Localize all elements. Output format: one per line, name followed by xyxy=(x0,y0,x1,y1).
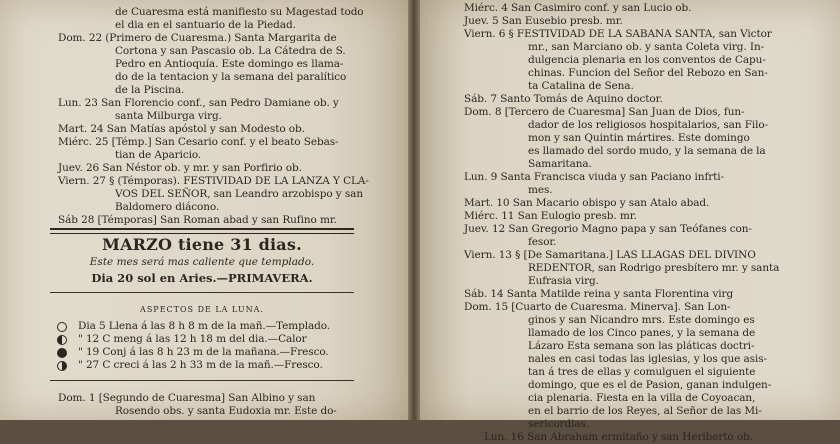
calendar-entry: Viern. 6 § FESTIVIDAD DE LA SABANA SANTA, san Victor xyxy=(464,28,772,40)
calendar-entry: Eufrasia virg. xyxy=(528,275,599,287)
calendar-entry: Sáb 28 [Témporas] San Roman abad y san Rufino mr. xyxy=(58,214,337,226)
calendar-entry: tian de Aparicio. xyxy=(115,149,202,161)
calendar-entry: santa Milburga virg. xyxy=(115,110,222,122)
month-title: MARZO tiene 31 dias. xyxy=(102,235,302,254)
calendar-entry: Cortona y san Pascasio ob. La Cátedra de S. xyxy=(115,45,346,57)
calendar-entry: VOS DEL SEÑOR, san Leandro arzobispo y san xyxy=(115,188,363,200)
calendar-entry: Rosendo obs. y santa Eudoxia mr. Este do- xyxy=(115,405,337,417)
calendar-entry: Dom. 1 [Segundo de Cuaresma] San Albino y san xyxy=(58,392,316,404)
moon-line: " 19 Conj á las 8 h 23 m de la mañana.—Fresco. xyxy=(78,346,329,358)
calendar-entry: mr., san Marciano ob. y santa Coleta virg. In- xyxy=(528,41,765,53)
calendar-entry: Sáb. 14 Santa Matilde reina y santa Florentina virg xyxy=(464,288,734,300)
calendar-entry: Miérc. 25 [Témp.] San Cesario conf. y el beato Sebas- xyxy=(58,136,339,148)
calendar-entry: Sáb. 7 Santo Tomás de Aquino doctor. xyxy=(464,93,663,105)
calendar-entry: Mart. 10 San Macario obispo y san Atalo abad. xyxy=(464,197,710,209)
moon-line: Dia 5 Llena á las 8 h 8 m de la mañ.—Templado. xyxy=(78,320,331,332)
calendar-entry: Mart. 24 San Matías apóstol y san Modesto ob. xyxy=(58,123,305,135)
new-moon-icon xyxy=(57,348,67,358)
calendar-entry: fesor. xyxy=(528,236,557,248)
left-page xyxy=(0,0,408,420)
calendar-entry: en el barrio de los Reyes, al Señor de las Mi- xyxy=(528,405,762,417)
calendar-entry: Lun. 16 San Abraham ermitaño y san Heriberto ob. xyxy=(484,431,753,443)
calendar-entry: ginos y san Nicandro mrs. Este domingo es xyxy=(528,314,755,326)
section-divider xyxy=(50,228,354,234)
calendar-entry: de Cuaresma está manifiesto su Magestad todo xyxy=(115,6,364,18)
book-gutter xyxy=(408,0,420,420)
calendar-entry: sericordias. xyxy=(528,418,590,430)
calendar-entry: dador de los religiosos hospitalarios, san Filo- xyxy=(528,119,769,131)
month-note: Este mes será mas caliente que templado. xyxy=(89,256,315,268)
calendar-entry: mon y san Quintin mártires. Este domingo xyxy=(528,132,750,144)
calendar-entry: tan á tres de ellas y comulguen el siguiente xyxy=(528,366,756,378)
calendar-entry: cia plenaria. Fiesta en la villa de Coyoacan, xyxy=(528,392,756,404)
calendar-entry: Miérc. 4 San Casimiro conf. y san Lucio ob. xyxy=(464,2,692,14)
calendar-entry: Juev. 12 San Gregorio Magno papa y san Teófanes con- xyxy=(464,223,752,235)
calendar-entry: mes. xyxy=(528,184,553,196)
calendar-entry: de la Piscina. xyxy=(115,84,185,96)
calendar-entry: dulgencia plenaria en los conventos de Capu- xyxy=(528,54,766,66)
calendar-entry: Dom. 15 [Cuarto de Cuaresma. Minerva]. San Lon- xyxy=(464,301,731,313)
calendar-entry: ta Catalina de Sena. xyxy=(528,80,634,92)
calendar-entry: Juev. 26 San Néstor ob. y mr. y san Porfirio ob. xyxy=(58,162,302,174)
calendar-entry: Juev. 5 San Eusebio presb. mr. xyxy=(464,15,623,27)
calendar-entry: el dia en el santuario de la Piedad. xyxy=(115,19,296,31)
calendar-entry: Dom. 22 (Primero de Cuaresma.) Santa Margarita de xyxy=(58,32,337,44)
calendar-entry: Lun. 23 San Florencio conf., san Pedro Damiane ob. y xyxy=(58,97,339,109)
calendar-entry: llamado de los Cinco panes, y la semana de xyxy=(528,327,756,339)
spring-line: Dia 20 sol en Aries.—PRIMAVERA. xyxy=(91,271,313,285)
calendar-entry: Lázaro Esta semana son las pláticas doctri- xyxy=(528,340,755,352)
calendar-entry: Baldomero diácono. xyxy=(115,201,220,213)
calendar-entry: Samaritana. xyxy=(528,158,592,170)
calendar-entry: es llamado del sordo mudo, y la semana de la xyxy=(528,145,766,157)
moon-title: ASPECTOS DE LA LUNA. xyxy=(140,305,264,314)
waxing-moon-icon xyxy=(57,361,67,371)
moon-line: " 12 C meng á las 12 h 18 m del dia.—Calor xyxy=(78,333,307,345)
calendar-entry: Dom. 8 [Tercero de Cuaresma] San Juan de Dios, fun- xyxy=(464,106,745,118)
right-page xyxy=(420,0,840,443)
calendar-entry: REDENTOR, san Rodrigo presbítero mr. y santa xyxy=(528,262,780,274)
calendar-entry: domingo, que es el de Pasion, ganan indulgen- xyxy=(528,379,772,391)
rule-line xyxy=(50,292,354,293)
calendar-entry: Lun. 9 Santa Francisca viuda y san Paciano infrti- xyxy=(464,171,724,183)
calendar-entry: Pedro en Antioquía. Este domingo es llama- xyxy=(115,58,344,70)
moon-line: " 27 C creci á las 2 h 33 m de la mañ.—Fresco. xyxy=(78,359,323,371)
calendar-entry: Viern. 13 § [De Samaritana.] LAS LLAGAS DEL DIVINO xyxy=(464,249,756,261)
calendar-entry: do de la tentacion y la semana del paralítico xyxy=(115,71,347,83)
calendar-entry: Miérc. 11 San Eulogio presb. mr. xyxy=(464,210,637,222)
waning-moon-icon xyxy=(57,335,67,345)
calendar-entry: chinas. Funcion del Señor del Rebozo en San- xyxy=(528,67,768,79)
rule-line xyxy=(50,380,354,381)
full-moon-icon xyxy=(57,322,67,332)
calendar-entry: nales en casi todas las iglesias, y los que asis- xyxy=(528,353,767,365)
calendar-entry: Viern. 27 § (Témporas). FESTIVIDAD DE LA LANZA Y CLA- xyxy=(58,175,369,187)
